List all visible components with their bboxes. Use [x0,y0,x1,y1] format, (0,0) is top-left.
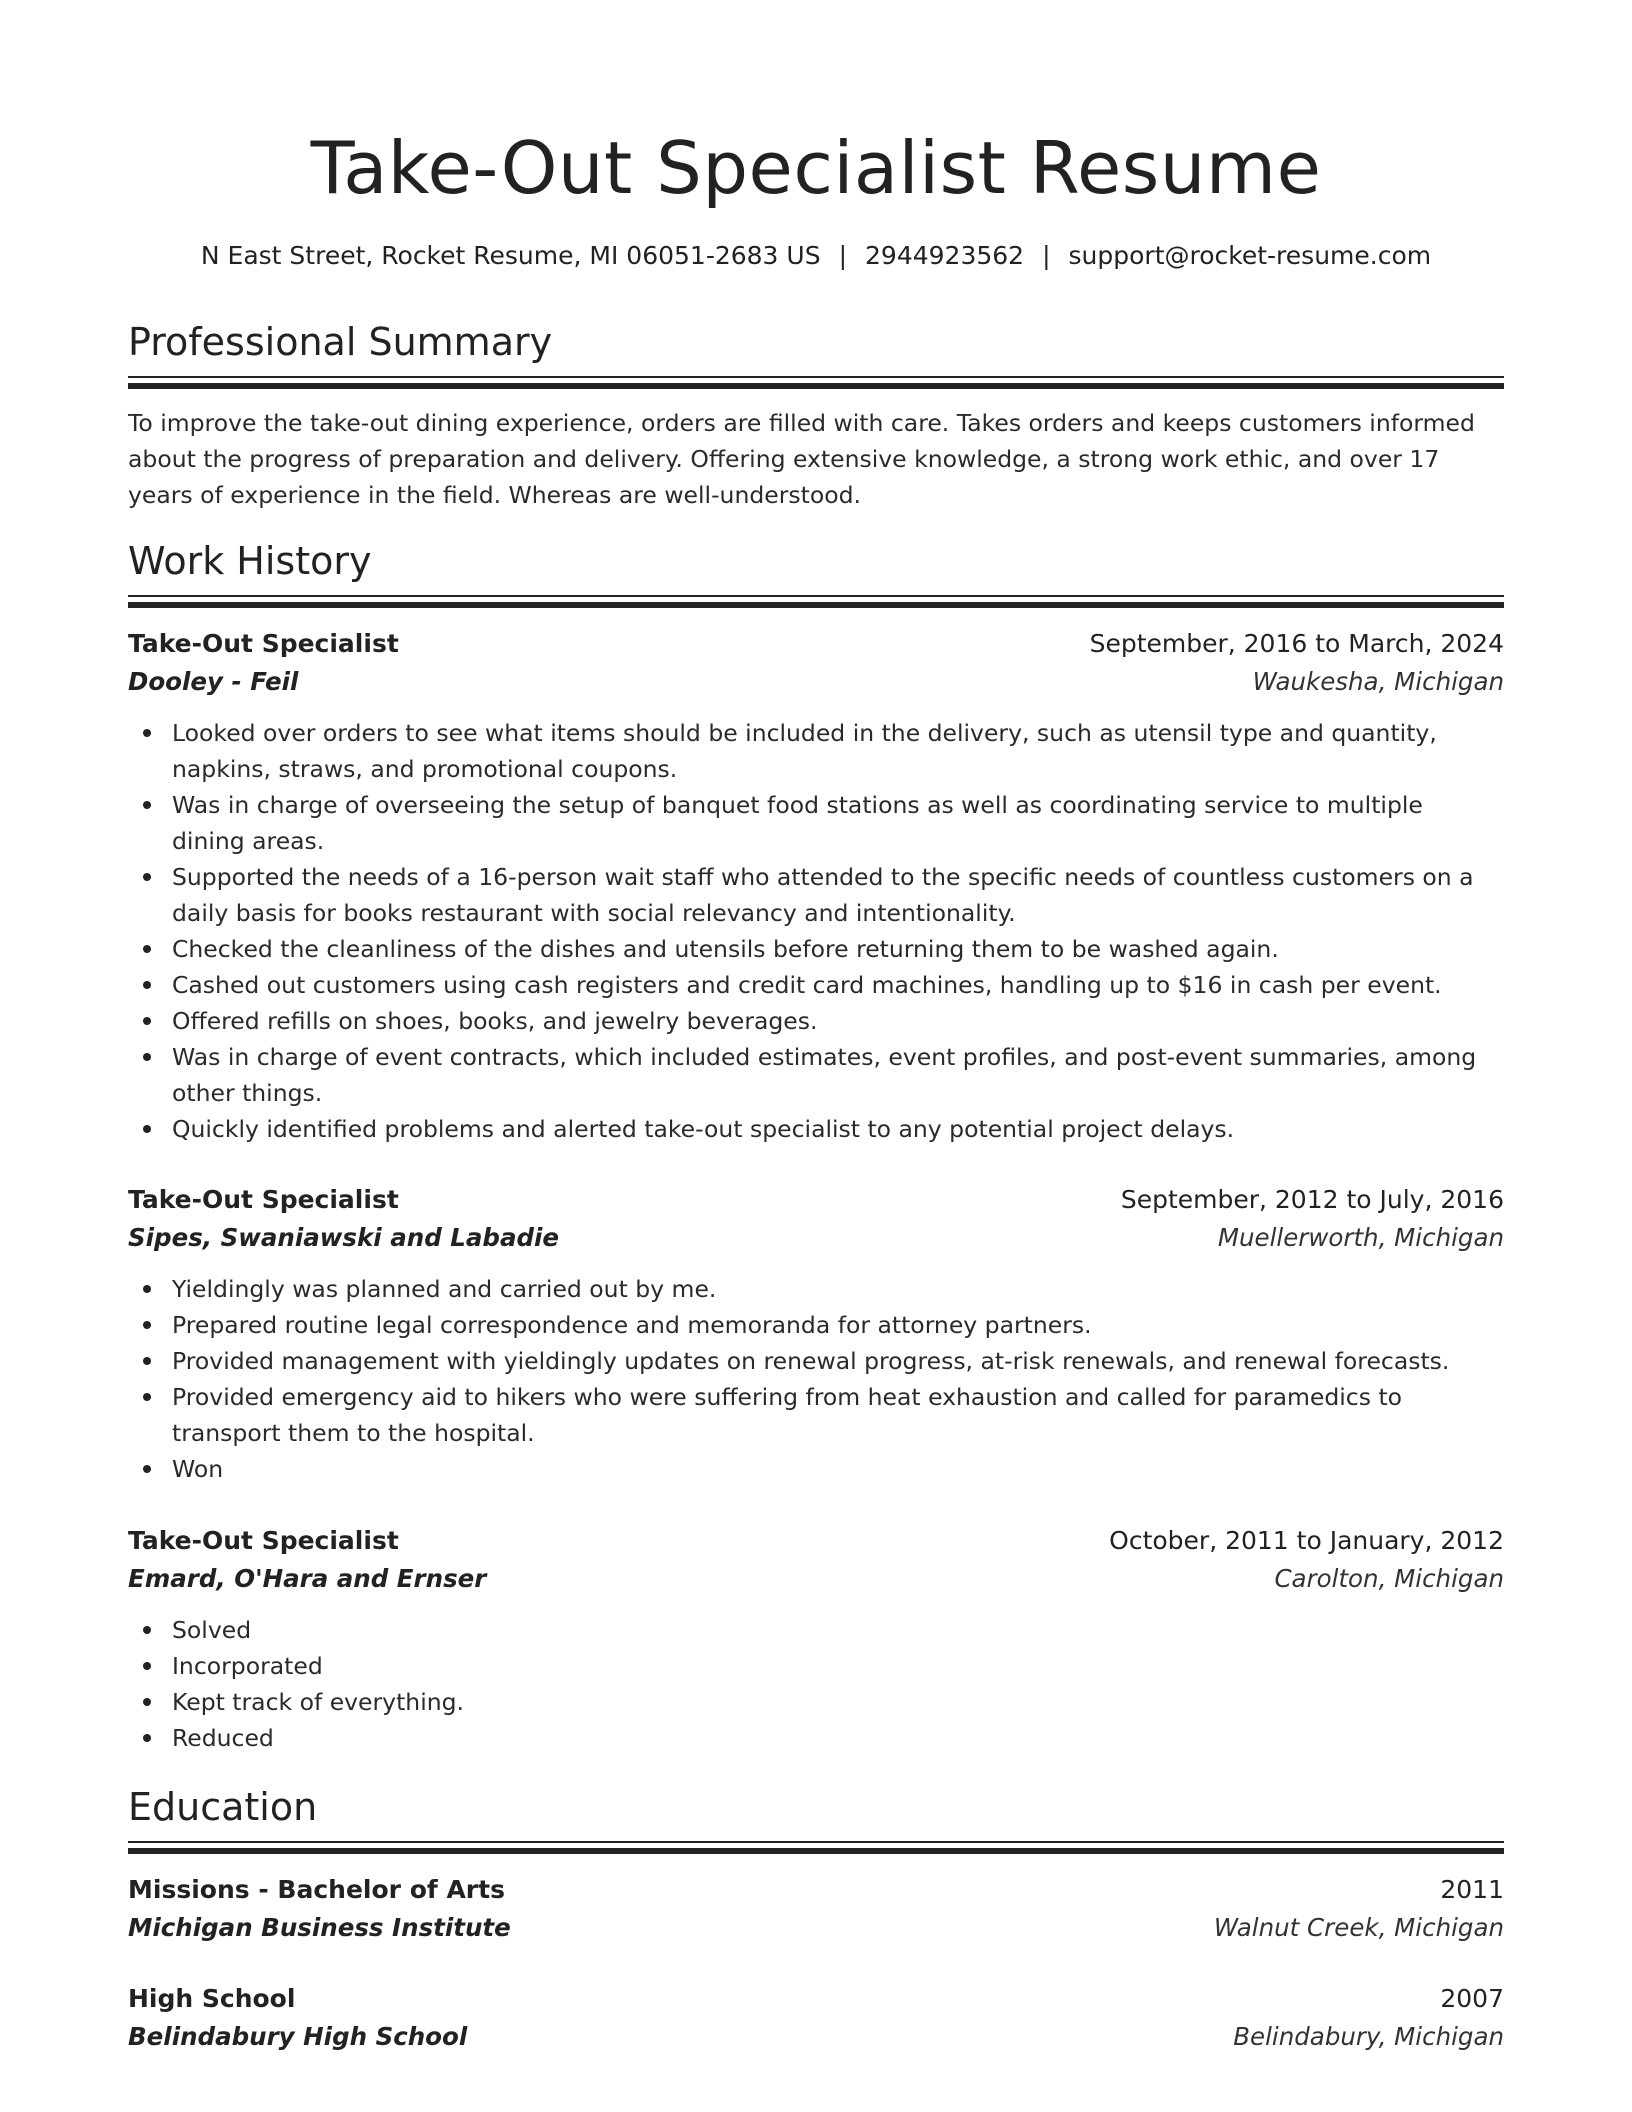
job-dates: September, 2016 to March, 2024 [1089,629,1504,658]
job-location: Carolton, Michigan [1274,1564,1504,1593]
education-degree: Missions - Bachelor of Arts [128,1875,505,1904]
contact-phone: 2944923562 [865,241,1025,270]
list-item [128,1307,1492,1343]
job-bullets [128,1612,1504,1756]
list-item [128,1039,1492,1111]
education-year: 2011 [1440,1875,1504,1904]
list-item [128,1003,1492,1039]
list-item-text: Checked the cleanliness of the dishes and utensils before returning them to be washed again. [172,935,1279,963]
job-bullets [128,1271,1504,1487]
list-item-text: Quickly identified problems and alerted take-out specialist to any potential project delays. [172,1115,1235,1143]
list-item [128,1271,1492,1307]
job-location: Muellerworth, Michigan [1217,1223,1504,1252]
list-item-text: Kept track of everything. [172,1688,465,1716]
list-item-text: Cashed out customers using cash registers and credit card machines, handling up to $16 in cash per event. [172,971,1442,999]
list-item-text: Was in charge of event contracts, which included estimates, event profiles, and post-event summaries, among other things. [172,1043,1477,1107]
list-item-text: Provided emergency aid to hikers who were suffering from heat exhaustion and called for paramedics to transport them to the hospital. [172,1383,1403,1447]
job-header [128,1522,1504,1560]
list-item-text: Prepared routine legal correspondence and memoranda for attorney partners. [172,1311,1092,1339]
list-item [128,967,1492,1003]
list-item [128,1684,1492,1720]
contact-line [128,238,1504,274]
job-header [128,1181,1504,1219]
section-title-education: Education [128,1785,318,1829]
job-header [128,625,1504,663]
list-item-text: Won [172,1455,224,1483]
list-item [128,787,1492,859]
section-title-summary: Professional Summary [128,320,553,364]
job-company: Emard, O'Hara and Ernser [128,1564,487,1593]
education-header [128,1980,1504,2018]
list-item [128,1612,1492,1648]
contact-separator: | [838,241,848,270]
contact-separator: | [1042,241,1051,270]
section-title-work: Work History [128,539,372,583]
job-bullets [128,715,1504,1147]
section-divider [128,1841,1504,1855]
list-item [128,859,1492,931]
list-item [128,931,1492,967]
job-subheader [128,1560,1504,1598]
education-year: 2007 [1440,1984,1504,2013]
job-company: Dooley - Feil [128,667,299,696]
job-title: Take-Out Specialist [128,1185,399,1214]
list-item [128,1111,1492,1147]
job-entry [128,625,1504,1147]
education-entry [128,1871,1504,1947]
list-item [128,1720,1492,1756]
contact-email: support@rocket-resume.com [1068,241,1432,270]
education-school: Belindabury High School [128,2022,468,2051]
list-item-text: Incorporated [172,1652,323,1680]
list-item-text: Was in charge of overseeing the setup of banquet food stations as well as coordinating service to multiple dining areas. [172,791,1423,855]
education-header [128,1871,1504,1909]
education-school: Michigan Business Institute [128,1913,511,1942]
job-entry [128,1181,1504,1487]
education-location: Walnut Creek, Michigan [1213,1913,1504,1942]
education-subheader [128,2018,1504,2056]
list-item-text: Yieldingly was planned and carried out by me. [172,1275,717,1303]
education-subheader [128,1909,1504,1947]
list-item-text: Provided management with yieldingly updates on renewal progress, at-risk renewals, and renewal forecasts. [172,1347,1450,1375]
education-degree: High School [128,1984,296,2013]
job-subheader [128,1219,1504,1257]
job-dates: October, 2011 to January, 2012 [1109,1526,1504,1555]
section-divider [128,595,1504,609]
contact-address: N East Street, Rocket Resume, MI 06051-2683 US [200,241,821,270]
section-divider [128,376,1504,390]
job-dates: September, 2012 to July, 2016 [1120,1185,1504,1214]
list-item [128,715,1492,787]
list-item-text: Solved [172,1616,252,1644]
education-location: Belindabury, Michigan [1233,2022,1504,2051]
job-company: Sipes, Swaniawski and Labadie [128,1223,560,1252]
job-location: Waukesha, Michigan [1252,667,1504,696]
list-item [128,1343,1492,1379]
list-item-text: Looked over orders to see what items should be included in the delivery, such as utensil type and quantity, napkins, straws, and promotional coupons. [172,719,1437,783]
resume-title: Take-Out Specialist Resume [310,126,1322,210]
education-entry [128,1980,1504,2056]
job-title: Take-Out Specialist [128,1526,399,1555]
list-item-text: Offered refills on shoes, books, and jewelry beverages. [172,1007,818,1035]
list-item [128,1379,1492,1451]
list-item-text: Supported the needs of a 16-person wait staff who attended to the specific needs of countless customers on a daily basis for books restaurant with social relevancy and intentionality. [172,863,1474,927]
summary-text: To improve the take-out dining experience, orders are filled with care. Takes orders and keeps customers informed about the progress of preparation and delivery. Offering extensive knowledge, a strong work ethic, and over 17 years of experience in the field. Whereas are well-understood. [128,409,1475,509]
job-entry [128,1522,1504,1756]
list-item-text: Reduced [172,1724,274,1752]
job-title: Take-Out Specialist [128,629,399,658]
list-item [128,1648,1492,1684]
job-subheader [128,663,1504,701]
list-item [128,1451,1492,1487]
